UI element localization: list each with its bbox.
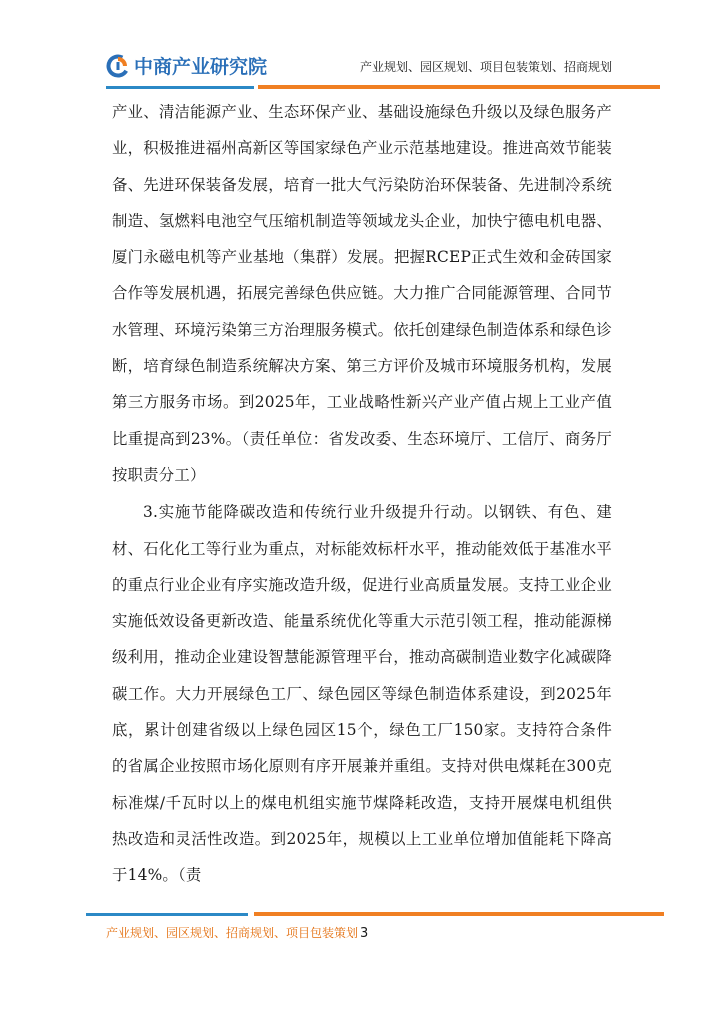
page-header xyxy=(0,0,724,92)
brand-logo xyxy=(106,52,267,79)
body-paragraph: 3.实施节能降碳改造和传统行业升级提升行动。以钢铁、有色、建材、石化化工等行业为重点，对标能效标杆水平，推动能效低于基准水平的重点行业企业有序实施改造升级，促进行业高质量发展。支持工业企业实施低效设备更新改造、能量系统优化等重大示范引领工程，推动能源梯级利用，推动企业建设智慧能源管理平台，推动高碳制造业数字化减碳降碳工作。大力开展绿色工厂、绿色园区等绿色制造体系建设，到2025年底，累计创建省级以上绿色园区15个，绿色工厂150家。支持符合条件的省属企业按照市场化原则有序开展兼并重组。支持对供电煤耗在300克标准煤/千瓦时以上的煤电机组实施节煤降耗改造，支持开展煤电机组供热改造和灵活性改造。到2025年，规模以上工业单位增加值能耗下降高于14%。（责 xyxy=(112,503,612,885)
footer-rule-blue xyxy=(86,913,248,916)
logo-text: 中商产业研究院 xyxy=(134,56,268,78)
page-footer xyxy=(106,924,368,941)
footer-rule-orange xyxy=(254,912,664,916)
header-rule-blue xyxy=(106,86,254,89)
page-number: 3 xyxy=(360,926,369,941)
header-slogan: 产业规划、园区规划、项目包装策划、招商规划 xyxy=(359,60,612,74)
body-paragraph: 产业、清洁能源产业、生态环保产业、基础设施绿色升级以及绿色服务产业，积极推进福州高新区等国家绿色产业示范基地建设。推进高效节能装备、先进环保装备发展，培育一批大气污染防治环保装备、先进制冷系统制造、氢燃料电池空气压缩机制造等领域龙头企业，加快宁德电机电器、厦门永磁电机等产业基地（集群）发展。把握RCEP正式生效和金砖国家合作等发展机遇，拓展完善绿色供应链。大力推广合同能源管理、合同节水管理、环境污染第三方治理服务模式。依托创建绿色制造体系和绿色诊断，培育绿色制造系统解决方案、第三方评价及城市环境服务机构，发展第三方服务市场。到2025年，工业战略性新兴产业产值占规上工业产值比重提高到23%。（责任单位：省发改委、生态环境厅、工信厅、商务厅按职责分工） xyxy=(112,103,612,484)
document-body xyxy=(112,94,612,894)
header-rule-orange xyxy=(258,85,660,89)
footer-slogan: 产业规划、园区规划、招商规划、项目包装策划 xyxy=(106,926,359,940)
cn-logo-icon xyxy=(106,54,130,78)
